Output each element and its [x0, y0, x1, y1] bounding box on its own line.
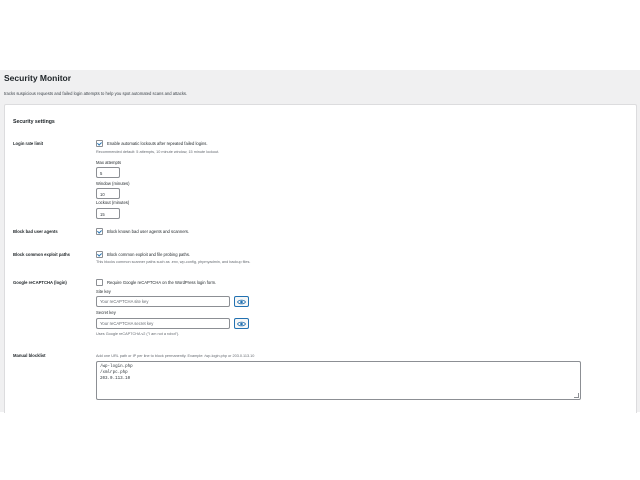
settings-card [4, 104, 637, 413]
max-attempts-input[interactable]: 5 [96, 167, 120, 178]
block-user-agents-checkbox[interactable] [96, 228, 103, 235]
blocklist-line: /xmlrpc.php [100, 371, 128, 375]
block-exploit-paths-label: Block common exploit paths [13, 252, 71, 257]
manual-blocklist-textarea[interactable] [96, 361, 581, 400]
textarea-resize-handle[interactable] [574, 393, 579, 398]
recaptcha-description: Uses Google reCAPTCHA v2 ("I am not a robot"). [96, 332, 180, 336]
eye-icon [237, 321, 246, 327]
blocklist-line: /wp-login.php [100, 365, 133, 369]
login-rate-limit-row [96, 140, 208, 147]
block-exploit-paths-checkbox[interactable] [96, 251, 103, 258]
secret-key-input[interactable]: Your reCAPTCHA secret key [96, 318, 230, 329]
block-exploit-paths-checkbox-label: Block common exploit and file probing paths. [107, 252, 191, 257]
page-title: Security Monitor [4, 73, 72, 83]
recaptcha-checkbox[interactable] [96, 279, 103, 286]
site-key-toggle-visibility-button[interactable] [234, 296, 249, 307]
login-rate-limit-description: Recommended default: 5 attempts, 10 minute window, 15 minute lockout. [96, 150, 220, 154]
recaptcha-checkbox-label: Require Google reCAPTCHA on the WordPress login form. [107, 280, 217, 285]
max-attempts-label: Max attempts [96, 160, 122, 165]
blocklist-line: 203.0.113.10 [100, 377, 131, 381]
recaptcha-label: Google reCAPTCHA (login) [13, 280, 67, 285]
recaptcha-row [96, 279, 216, 286]
window-minutes-input[interactable]: 10 [96, 188, 120, 199]
secret-key-toggle-visibility-button[interactable] [234, 318, 249, 329]
eye-icon [237, 299, 246, 305]
site-key-input[interactable]: Your reCAPTCHA site key [96, 296, 230, 307]
page-subtitle: tracks suspicious requests and failed login attempts to help you spot automated scans and attacks. [4, 91, 188, 96]
section-title: Security settings [13, 119, 55, 125]
block-exploit-paths-description: This blocks common scanner paths such as .env, wp-config, phpmyadmin, and backup files. [96, 260, 251, 264]
site-key-label: Site key [96, 289, 111, 294]
login-rate-limit-label: Login rate limit [13, 141, 44, 146]
window-minutes-label: Window (minutes) [96, 181, 130, 186]
lockout-minutes-label: Lockout (minutes) [96, 200, 130, 205]
block-user-agents-checkbox-label: Block known bad user agents and scanners. [107, 229, 190, 234]
login-rate-limit-checkbox-label: Enable automatic lockouts after repeated failed logins. [107, 141, 208, 146]
block-user-agents-label: Block bad user agents [13, 229, 58, 234]
block-user-agents-row [96, 228, 189, 235]
secret-key-label: Secret key [96, 310, 116, 315]
manual-blocklist-description: Add one URL path or IP per line to block permanently. Example: /wp-login.php or 203.0.113.10 [96, 354, 255, 358]
manual-blocklist-label: Manual blocklist [13, 353, 46, 358]
page-background [0, 70, 640, 412]
lockout-minutes-input[interactable]: 15 [96, 208, 120, 219]
block-exploit-paths-row [96, 251, 190, 258]
login-rate-limit-checkbox[interactable] [96, 140, 103, 147]
